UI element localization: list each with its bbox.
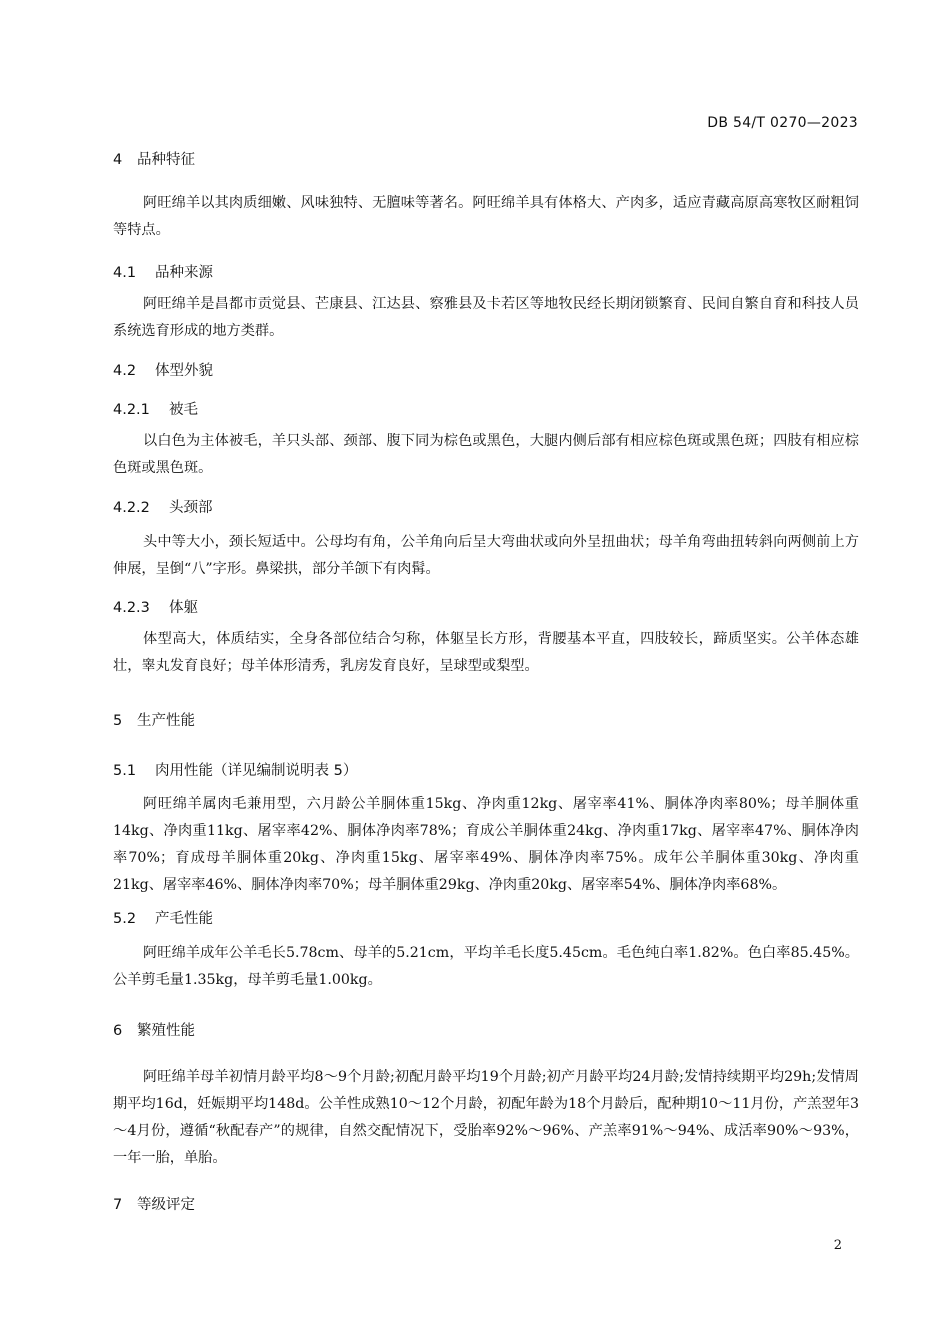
section-number: 6 <box>113 1023 123 1039</box>
section-number: 5.2 <box>113 911 137 927</box>
section-number: 4.1 <box>113 265 137 281</box>
paragraph-section-5-1: 阿旺绵羊属肉毛兼用型，六月龄公羊胴体重15kg、净肉重12kg、屠宰率41%、胴体净肉率80%；母羊胴体重14kg、净肉重11kg、屠宰率42%、胴体净肉率78%；育成公羊胴体重24kg、净肉重17kg、屠宰率47%、胴体净肉率70%；育成母羊胴体重20kg、净肉重15kg、屠宰率49%、胴体净肉率75%。成年公羊胴体重30kg、净肉重21kg、屠宰率46%、胴体净肉率70%；母羊胴体重29kg、净肉重20kg、屠宰率54%、胴体净肉率68%。 <box>113 796 859 893</box>
heading-section-4-2-3 <box>113 596 198 617</box>
paragraph-section-4: 阿旺绵羊以其肉质细嫩、风味独特、无膻味等著名。阿旺绵羊具有体格大、产肉多，适应青藏高原高寒牧区耐粗饲等特点。 <box>113 195 859 238</box>
heading-section-4-2-2 <box>113 496 213 517</box>
document-code: DB 54/T 0270—2023 <box>707 115 858 131</box>
heading-section-5 <box>113 709 195 730</box>
section-number: 4 <box>113 152 123 168</box>
section-title: 头颈部 <box>169 500 213 516</box>
section-number: 5.1 <box>113 763 137 779</box>
page-number: 2 <box>833 1238 842 1253</box>
section-title: 生产性能 <box>137 713 195 729</box>
section-title: 体型外貌 <box>155 363 213 379</box>
section-number: 4.2.2 <box>113 500 150 516</box>
heading-section-5-1 <box>113 759 357 780</box>
section-number: 4.2.1 <box>113 402 150 418</box>
section-number: 4.2.3 <box>113 600 150 616</box>
section-number: 7 <box>113 1197 123 1213</box>
paragraph-section-4-1: 阿旺绵羊是昌都市贡觉县、芒康县、江达县、察雅县及卡若区等地牧民经长期闭锁繁育、民间自繁自育和科技人员系统选育形成的地方类群。 <box>113 296 859 339</box>
section-title: 繁殖性能 <box>137 1023 195 1039</box>
section-title: 产毛性能 <box>155 911 213 927</box>
section-title: 肉用性能（详见编制说明表 5） <box>155 763 358 779</box>
section-title: 品种特征 <box>137 152 195 168</box>
section-number: 4.2 <box>113 363 137 379</box>
heading-section-7 <box>113 1193 195 1214</box>
paragraph-section-4-2-1: 以白色为主体被毛，羊只头部、颈部、腹下同为棕色或黑色，大腿内侧后部有相应棕色斑或黑色斑；四肢有相应棕色斑或黑色斑。 <box>113 433 859 476</box>
heading-section-5-2 <box>113 907 213 928</box>
section-title: 品种来源 <box>155 265 213 281</box>
heading-section-4 <box>113 148 195 169</box>
paragraph-section-6: 阿旺绵羊母羊初情月龄平均8～9个月龄;初配月龄平均19个月龄;初产月龄平均24月龄;发情持续期平均29h;发情周期平均16d，妊娠期平均148d。公羊性成熟10～12个月龄，初配年龄为18个月龄后，配种期10～11月份，产羔翌年3～4月份，遵循“秋配春产”的规律，自然交配情况下，受胎率92%～96%、产羔率91%～94%、成活率90%～93%，一年一胎，单胎。 <box>113 1069 859 1166</box>
heading-section-6 <box>113 1019 195 1040</box>
section-number: 5 <box>113 713 123 729</box>
heading-section-4-1 <box>113 261 213 282</box>
paragraph-section-4-2-3: 体型高大，体质结实，全身各部位结合匀称，体躯呈长方形，背腰基本平直，四肢较长，蹄质坚实。公羊体态雄壮，睾丸发育良好；母羊体形清秀，乳房发育良好，呈球型或梨型。 <box>113 631 859 674</box>
section-title: 体躯 <box>169 600 198 616</box>
section-title: 等级评定 <box>137 1197 195 1213</box>
paragraph-section-5-2: 阿旺绵羊成年公羊毛长5.78cm、母羊的5.21cm，平均羊毛长度5.45cm。毛色纯白率1.82%。色白率85.45%。公羊剪毛量1.35kg，母羊剪毛量1.00kg。 <box>113 945 859 988</box>
paragraph-section-4-2-2: 头中等大小，颈长短适中。公母均有角，公羊角向后呈大弯曲状或向外呈扭曲状；母羊角弯曲扭转斜向两侧前上方伸展，呈倒“八”字形。鼻梁拱，部分羊颌下有肉髯。 <box>113 534 859 577</box>
heading-section-4-2-1 <box>113 398 198 419</box>
heading-section-4-2 <box>113 359 213 380</box>
section-title: 被毛 <box>169 402 198 418</box>
